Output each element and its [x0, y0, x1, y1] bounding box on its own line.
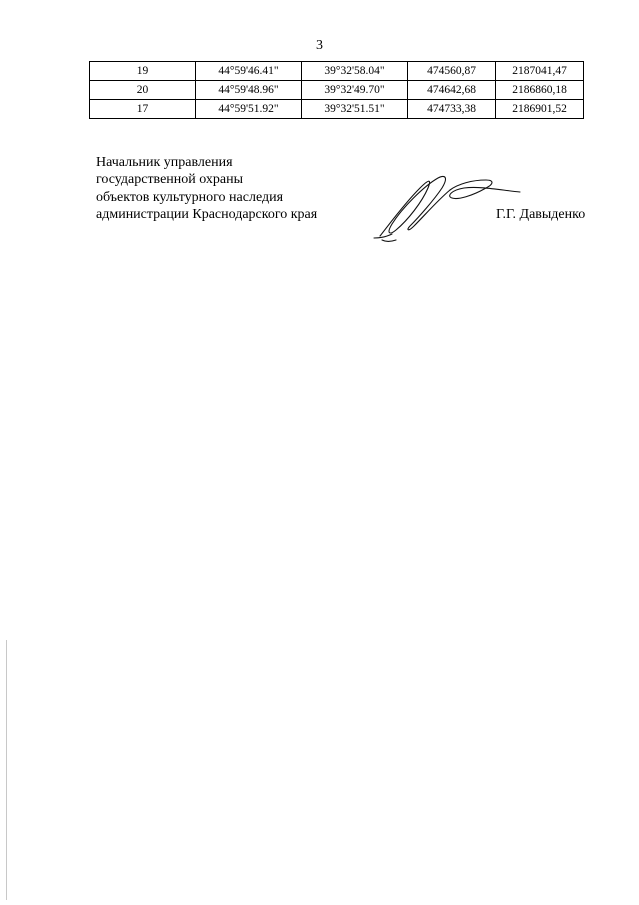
signatory-title-line: Начальник управления	[96, 155, 233, 170]
signatory-title	[96, 154, 317, 223]
scan-margin-line	[6, 640, 7, 900]
signatory-title-line: администрации Краснодарского края	[96, 206, 318, 222]
point-number-cell: 20	[90, 81, 196, 100]
longitude-cell: 39°32'58.04"	[302, 62, 408, 81]
longitude-cell: 39°32'49.70"	[302, 81, 408, 100]
table-row	[90, 100, 584, 119]
longitude-cell: 39°32'51.51"	[302, 100, 408, 119]
page-number: 3	[316, 38, 323, 53]
x-coordinate-cell: 474560,87	[408, 62, 496, 81]
point-number-cell: 19	[90, 62, 196, 81]
latitude-cell: 44°59'48.96"	[196, 81, 302, 100]
signatory-title-line: государственной охраны	[96, 172, 244, 188]
y-coordinate-cell: 2186860,18	[496, 81, 584, 100]
latitude-cell: 44°59'46.41"	[196, 62, 302, 81]
latitude-cell: 44°59'51.92"	[196, 100, 302, 119]
coordinates-table	[89, 61, 584, 119]
signatory-name: Г.Г. Давыденко	[496, 207, 586, 222]
y-coordinate-cell: 2186901,52	[496, 100, 584, 119]
table-row	[90, 62, 584, 81]
y-coordinate-cell: 2187041,47	[496, 62, 584, 81]
point-number-cell: 17	[90, 100, 196, 119]
signatory-title-line: объектов культурного наследия	[96, 189, 284, 205]
x-coordinate-cell: 474642,68	[408, 81, 496, 100]
x-coordinate-cell: 474733,38	[408, 100, 496, 119]
table-row	[90, 81, 584, 100]
